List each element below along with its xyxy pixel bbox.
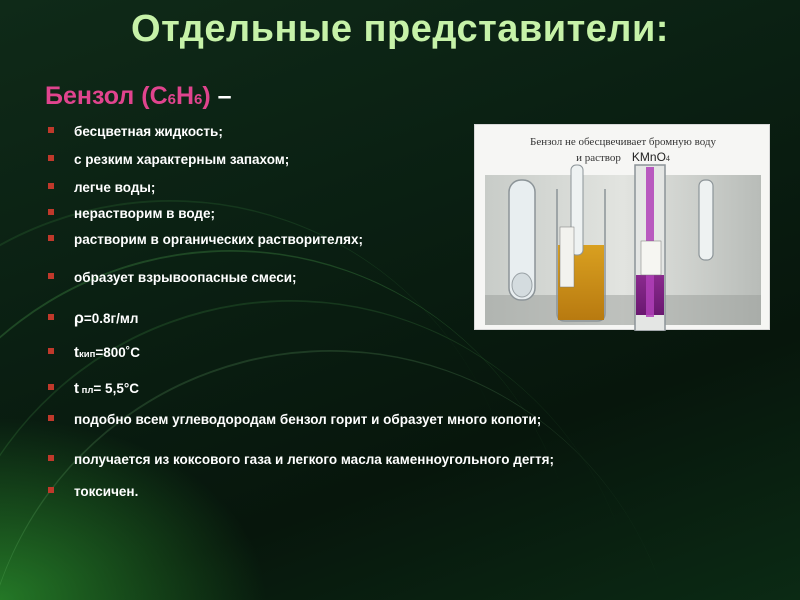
- list-item: [48, 206, 215, 221]
- bullet-icon: [48, 314, 54, 320]
- subject-sub1: 6: [167, 91, 176, 108]
- rho-symbol: ρ: [74, 310, 84, 327]
- list-item: [48, 124, 223, 139]
- kmno4-vessel: [635, 165, 665, 331]
- bullet-icon: [48, 155, 54, 161]
- bullet-icon: [48, 209, 54, 215]
- bullet-icon: [48, 183, 54, 189]
- list-item: [48, 270, 297, 285]
- list-item-text: получается из коксового газа и легкого масла каменноугольного дегтя;: [74, 452, 554, 467]
- list-item: [48, 232, 363, 247]
- list-item-text: нерастворим в воде;: [74, 206, 215, 221]
- list-item-text: растворим в органических растворителях;: [74, 232, 364, 247]
- melting-subscript: пл: [79, 385, 94, 396]
- bullet-icon: [48, 455, 54, 461]
- list-item-text: с резким характерным запахом;: [74, 152, 290, 167]
- list-item: [48, 180, 155, 195]
- list-item: [48, 452, 554, 467]
- caption-text: и раствор: [576, 152, 621, 164]
- caption-formula: KMnO: [631, 150, 666, 164]
- list-item-text: токсичен.: [74, 484, 139, 499]
- melting-point-item: [48, 380, 139, 397]
- bullet-icon: [48, 384, 54, 390]
- empty-tube: [699, 180, 713, 260]
- bullet-icon: [48, 273, 54, 279]
- subject-mid: Н: [175, 82, 195, 110]
- subject-sub2: 6: [194, 91, 203, 108]
- bullet-icon: [48, 415, 54, 421]
- subject-close: ): [202, 82, 211, 110]
- caption-line-2: [481, 150, 765, 166]
- list-item-text: бесцветная жидкость;: [74, 124, 223, 139]
- photo-caption: [481, 135, 765, 166]
- t-symbol: t: [74, 380, 79, 397]
- subject-heading: [45, 82, 232, 111]
- bullet-icon: [48, 348, 54, 354]
- t-symbol: t: [74, 344, 79, 361]
- boiling-point-item: [48, 344, 140, 361]
- bullet-icon: [48, 127, 54, 133]
- melting-value: = 5,5°С: [93, 381, 139, 396]
- bullet-icon: [48, 235, 54, 241]
- benzene-tube: [509, 180, 535, 300]
- caption-line-1: Бензол не обесцвечивает бромную воду: [530, 136, 716, 148]
- list-item-text: подобно всем углеводородам бензол горит и образует много копоти;: [74, 412, 542, 427]
- list-item: [48, 412, 541, 427]
- experiment-photo: [474, 124, 770, 330]
- slide-title: Отдельные представители:: [131, 8, 669, 50]
- list-item: [48, 152, 289, 167]
- list-item-text: образует взрывоопасные смеси;: [74, 270, 297, 285]
- subject-dash: –: [210, 82, 232, 110]
- caption-formula-sub: 4: [665, 154, 670, 163]
- subject-name: Бензол (С: [45, 82, 168, 110]
- bullet-icon: [48, 487, 54, 493]
- list-item: [48, 484, 138, 499]
- density-value: =0.8г/мл: [83, 311, 139, 326]
- boiling-value: =800˚С: [95, 345, 140, 360]
- list-item-text: легче воды;: [74, 180, 156, 195]
- boiling-subscript: кип: [79, 349, 96, 360]
- density-item: [48, 310, 139, 328]
